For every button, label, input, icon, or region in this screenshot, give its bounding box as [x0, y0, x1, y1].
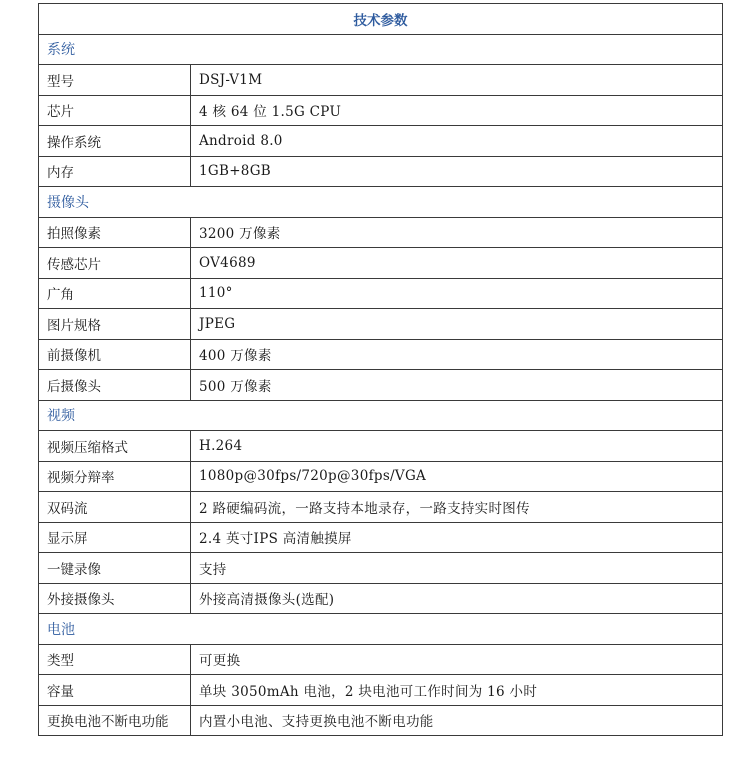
spec-value: 4 核 64 位 1.5G CPU — [191, 95, 723, 126]
spec-value: JPEG — [191, 309, 723, 340]
spec-value: 2 路硬编码流，一路支持本地录存，一路支持实时图传 — [191, 492, 723, 523]
spec-label: 双码流 — [39, 492, 191, 523]
spec-value: OV4689 — [191, 248, 723, 279]
spec-label: 容量 — [39, 675, 191, 706]
spec-table-body — [39, 4, 723, 736]
spec-label: 广角 — [39, 278, 191, 309]
spec-label: 拍照像素 — [39, 217, 191, 248]
spec-row — [39, 65, 723, 96]
spec-label: 前摄像机 — [39, 339, 191, 370]
spec-value: 500 万像素 — [191, 370, 723, 401]
spec-row — [39, 705, 723, 736]
spec-row — [39, 370, 723, 401]
spec-row — [39, 309, 723, 340]
section-header: 电池 — [39, 614, 723, 645]
spec-row — [39, 217, 723, 248]
spec-value: Android 8.0 — [191, 126, 723, 157]
spec-value: 400 万像素 — [191, 339, 723, 370]
spec-value: 1080p@30fps/720p@30fps/VGA — [191, 461, 723, 492]
section-header: 摄像头 — [39, 187, 723, 218]
section-header: 视频 — [39, 400, 723, 431]
spec-value: 可更换 — [191, 644, 723, 675]
spec-row — [39, 278, 723, 309]
title-row — [39, 4, 723, 35]
spec-label: 内存 — [39, 156, 191, 187]
section-row — [39, 614, 723, 645]
spec-value: 110° — [191, 278, 723, 309]
spec-row — [39, 339, 723, 370]
spec-label: 外接摄像头 — [39, 583, 191, 614]
spec-value: H.264 — [191, 431, 723, 462]
spec-label: 视频分辩率 — [39, 461, 191, 492]
spec-row — [39, 248, 723, 279]
spec-row — [39, 583, 723, 614]
section-row — [39, 187, 723, 218]
spec-row — [39, 95, 723, 126]
section-row — [39, 34, 723, 65]
spec-label: 芯片 — [39, 95, 191, 126]
spec-label: 类型 — [39, 644, 191, 675]
spec-value: 2.4 英寸IPS 高清触摸屏 — [191, 522, 723, 553]
spec-value: 单块 3050mAh 电池，2 块电池可工作时间为 16 小时 — [191, 675, 723, 706]
spec-label: 视频压缩格式 — [39, 431, 191, 462]
spec-label: 后摄像头 — [39, 370, 191, 401]
spec-label: 更换电池不断电功能 — [39, 705, 191, 736]
spec-value: 支持 — [191, 553, 723, 584]
spec-row — [39, 126, 723, 157]
spec-value: 内置小电池、支持更换电池不断电功能 — [191, 705, 723, 736]
spec-label: 操作系统 — [39, 126, 191, 157]
spec-row — [39, 675, 723, 706]
spec-row — [39, 156, 723, 187]
spec-row — [39, 461, 723, 492]
spec-row — [39, 553, 723, 584]
spec-label: 型号 — [39, 65, 191, 96]
spec-label: 图片规格 — [39, 309, 191, 340]
spec-label: 传感芯片 — [39, 248, 191, 279]
spec-label: 显示屏 — [39, 522, 191, 553]
spec-row — [39, 644, 723, 675]
spec-label: 一键录像 — [39, 553, 191, 584]
spec-value: 1GB+8GB — [191, 156, 723, 187]
spec-table — [38, 3, 723, 736]
spec-value: 3200 万像素 — [191, 217, 723, 248]
spec-value: 外接高清摄像头(选配) — [191, 583, 723, 614]
table-title: 技术参数 — [39, 4, 723, 35]
spec-row — [39, 431, 723, 462]
spec-row — [39, 492, 723, 523]
spec-value: DSJ-V1M — [191, 65, 723, 96]
spec-row — [39, 522, 723, 553]
section-row — [39, 400, 723, 431]
section-header: 系统 — [39, 34, 723, 65]
